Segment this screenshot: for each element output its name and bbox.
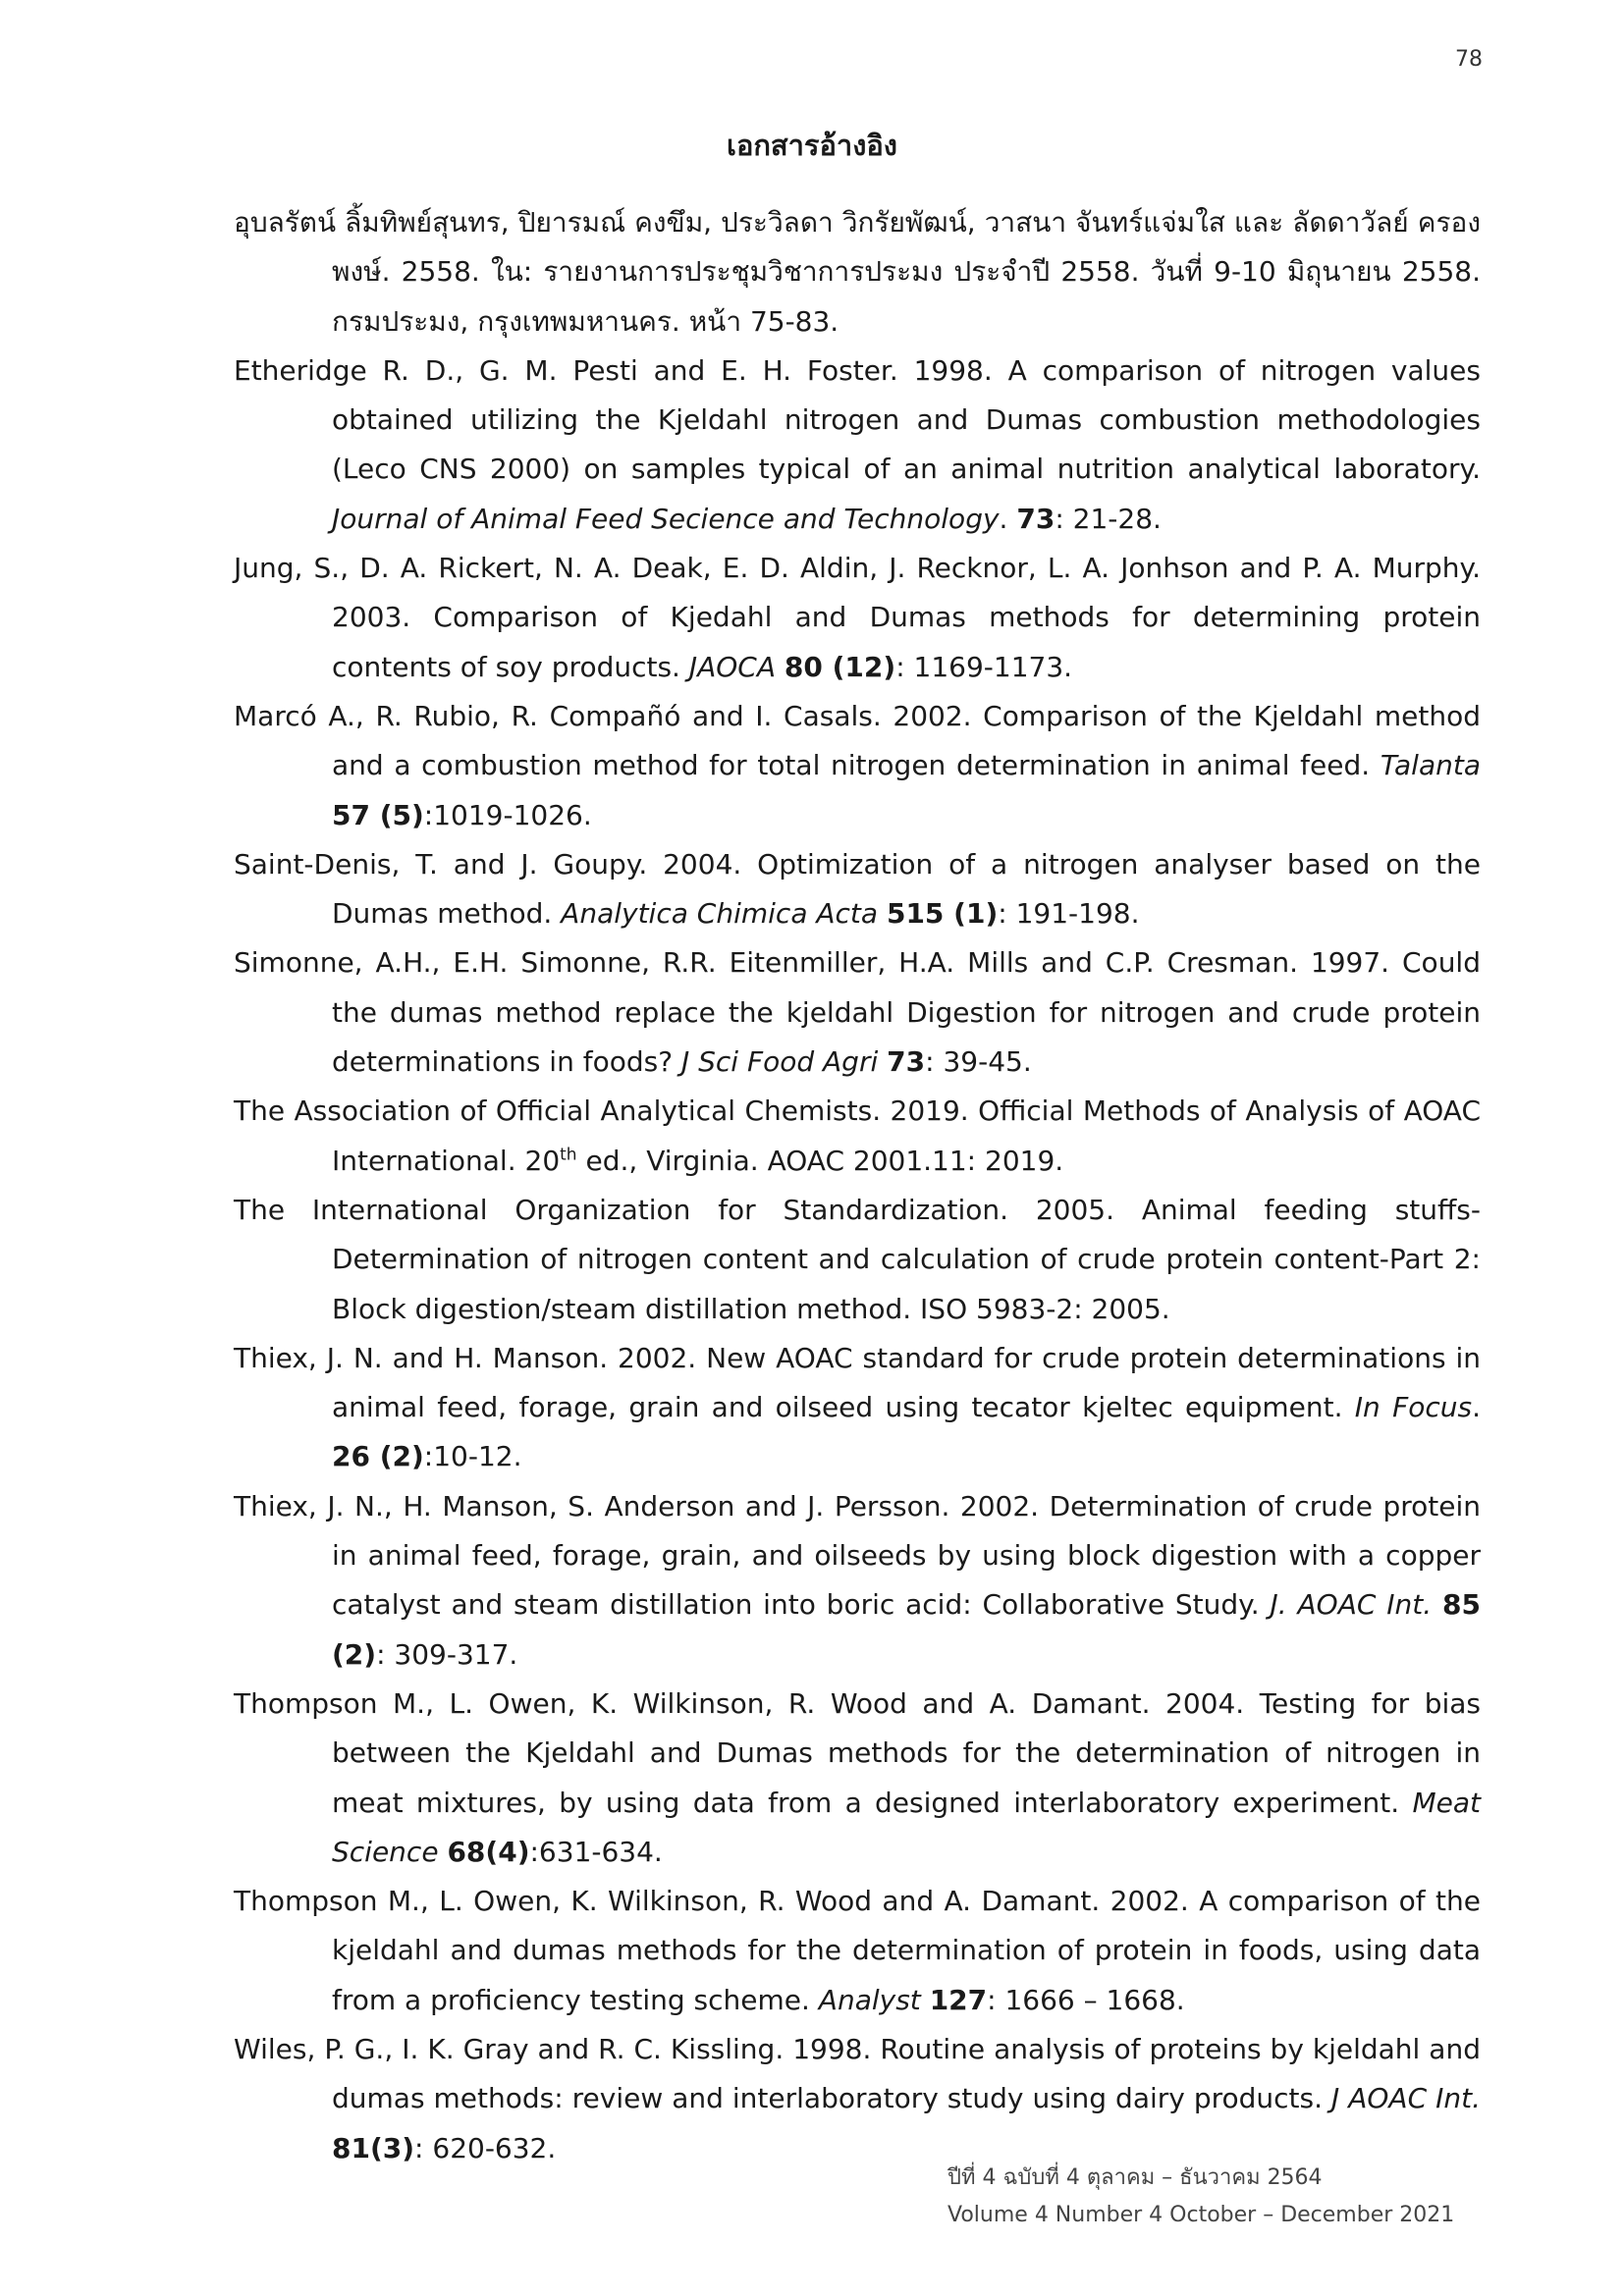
page-number: 78 [1455,47,1483,72]
footer-volume-issue: Volume 4 Number 4 October – December 2021 [947,2203,1455,2227]
reference-item: Etheridge R. D., G. M. Pesti and E. H. Foster. 1998. A comparison of nitrogen values obtained utilizing the Kjeldahl nitrogen and Dumas combustion methodologies (Leco CNS 2000) on samples typical of an animal nutrition analytical laboratory. Journal of Animal Feed Secience and Technology. 73: 21-28. [234,353,1481,535]
volume: 73 [887,1045,926,1079]
reference-item: Thompson M., L. Owen, K. Wilkinson, R. Wood and A. Damant. 2004. Testing for bias between the Kjeldahl and Dumas methods for the determination of nitrogen in meat mixtures, by using data from a designed interlaboratory experiment. Meat Science 68(4):631-634. [234,1686,1481,1868]
journal-name: JAOCA [688,650,777,683]
reference-item: Wiles, P. G., I. K. Gray and R. C. Kissling. 1998. Routine analysis of proteins by kjeldahl and dumas methods: review and interlaboratory study using dairy products. J AOAC Int. 81(3): 620-632. [234,2032,1481,2164]
journal-name: Analyst [818,1983,921,2016]
reference-item: The International Organization for Standardization. 2005. Animal feeding stuffs-Determination of nitrogen content and calculation of crude protein content-Part 2: Block digestion/steam distillation method. ISO 5983-2: 2005. [234,1193,1481,1325]
reference-item: Thompson M., L. Owen, K. Wilkinson, R. Wood and A. Damant. 2002. A comparison of the kjeldahl and dumas methods for the determination of protein in foods, using data from a proficiency testing scheme. Analyst 127: 1666 – 1668. [234,1885,1481,2016]
volume: 515 (1) [886,897,999,931]
journal-name: J. AOAC Int. [1270,1588,1433,1622]
journal-name: Analytica Chimica Acta [561,897,879,931]
superscript: th [560,1145,577,1165]
reference-item: The Association of Official Analytical Chemists. 2019. Official Methods of Analysis of AOAC International. 20th ed., Virginia. AOAC 2001.11: 2019. [234,1095,1481,1177]
volume: 80 (12) [784,650,896,683]
reference-item: Saint-Denis, T. and J. Goupy. 2004. Optimization of a nitrogen analyser based on the Dumas method. Analytica Chimica Acta 515 (1): 191-198. [234,847,1481,931]
journal-name: Journal of Animal Feed Secience and Technology [332,502,1000,535]
reference-list [234,198,1481,2173]
volume: 127 [929,1983,988,2016]
volume: 26 (2) [332,1440,424,1473]
reference-item: Thiex, J. N. and H. Manson. 2002. New AOAC standard for crude protein determinations in animal feed, forage, grain and oilseed using tecator kjeltec equipment. In Focus. 26 (2):10-12. [234,1341,1481,1473]
volume: 85 (2) [332,1588,1481,1671]
journal-name: In Focus [1354,1391,1473,1424]
volume: 73 [1016,502,1056,535]
volume: 57 (5) [332,798,424,831]
reference-item: Marcó A., R. Rubio, R. Compañó and I. Casals. 2002. Comparison of the Kjeldahl method and a combustion method for total nitrogen determination in animal feed. Talanta 57 (5):1019-1026. [234,699,1481,831]
footer-thai-issue: ปีที่ 4 ฉบับที่ 4 ตุลาคม – ธันวาคม 2564 [947,2165,1323,2190]
volume: 81(3) [332,2131,415,2164]
reference-item: อุบลรัตน์ ลิ้มทิพย์สุนทร, ปิยารมณ์ คงขึม, ประวิลดา วิกรัยพัฒน์, วาสนา จันทร์แจ่มใส และ ลัดดาวัลย์ ครองพงษ์. 2558. ใน: รายงานการประชุมวิชาการประมง ประจำปี 2558. วันที่ 9-10 มิถุนายน 2558. กรมประมง, กรุงเทพมหานคร. หน้า 75-83. [234,206,1481,338]
reference-item: Simonne, A.H., E.H. Simonne, R.R. Eitenmiller, H.A. Mills and C.P. Cresman. 1997. Could the dumas method replace the kjeldahl Digestion for nitrogen and crude protein determinations in foods? J Sci Food Agri 73: 39-45. [234,946,1481,1079]
journal-name: J AOAC Int. [1331,2082,1481,2115]
page-title: เอกสารอ้างอิง [727,129,897,162]
volume: 68(4) [447,1835,530,1868]
reference-item: Thiex, J. N., H. Manson, S. Anderson and J. Persson. 2002. Determination of crude protein in animal feed, forage, grain, and oilseeds by using block digestion with a copper catalyst and steam distillation into boric acid: Collaborative Study. J. AOAC Int. 85 (2): 309-317. [234,1489,1481,1671]
page-footer [947,2160,1497,2234]
reference-item: Jung, S., D. A. Rickert, N. A. Deak, E. D. Aldin, J. Recknor, L. A. Jonhson and P. A. Murphy. 2003. Comparison of Kjedahl and Dumas methods for determining protein contents of soy products. JAOCA 80 (12): 1169-1173. [234,552,1481,683]
journal-name: J Sci Food Agri [680,1045,879,1079]
journal-name: Talanta [1380,749,1481,782]
journal-name: Meat Science [332,1786,1481,1868]
